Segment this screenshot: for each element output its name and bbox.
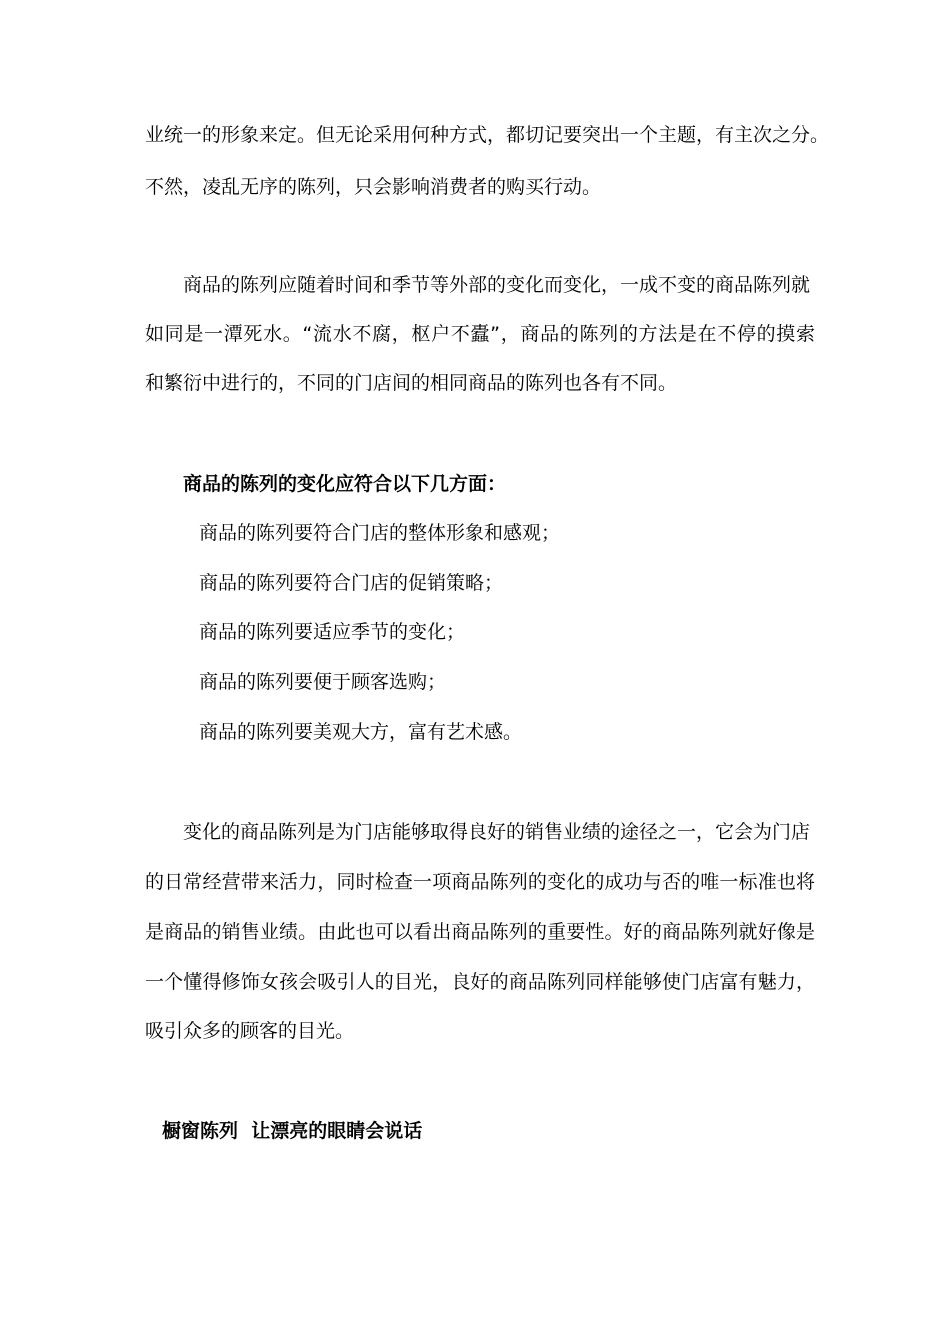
sales-paragraph-line-1: 变化的商品陈列是为门店能够取得良好的销售业绩的途径之一，它会为门店 [183,821,811,843]
change-paragraph-line-1: 商品的陈列应随着时间和季节等外部的变化而变化，一成不变的商品陈列就 [183,274,811,296]
change-paragraph-line-3: 和繁衍中进行的，不同的门店间的相同商品的陈列也各有不同。 [145,372,678,394]
sales-paragraph-line-5: 吸引众多的顾客的目光。 [145,1020,355,1042]
list-item: 商品的陈列要便于顾客选购； [199,671,447,693]
intro-line-2: 不然，凌乱无序的陈列，只会影响消费者的购买行动。 [145,176,602,198]
sales-paragraph-line-4: 一个懂得修饰女孩会吸引人的目光，良好的商品陈列同样能够使门店富有魅力， [145,971,815,993]
list-item: 商品的陈列要美观大方，富有艺术感。 [199,721,523,743]
window-display-heading: 橱窗陈列 让漂亮的眼睛会说话 [162,1120,423,1142]
sales-paragraph-line-3: 是商品的销售业绩。由此也可以看出商品陈列的重要性。好的商品陈列就好像是 [145,921,815,943]
section-heading: 商品的陈列的变化应符合以下几方面： [183,473,507,495]
list-item: 商品的陈列要符合门店的整体形象和感观； [199,522,561,544]
list-item: 商品的陈列要符合门店的促销策略； [199,572,504,594]
sales-paragraph-line-2: 的日常经营带来活力，同时检查一项商品陈列的变化的成功与否的唯一标准也将 [145,871,815,893]
change-paragraph-line-2: 如同是一潭死水。“流水不腐，枢户不蠹”，商品的陈列的方法是在不停的摸索 [145,323,815,345]
intro-line-1: 业统一的形象来定。但无论采用何种方式，都切记要突出一个主题，有主次之分。 [145,124,830,146]
list-item: 商品的陈列要适应季节的变化； [199,621,466,643]
